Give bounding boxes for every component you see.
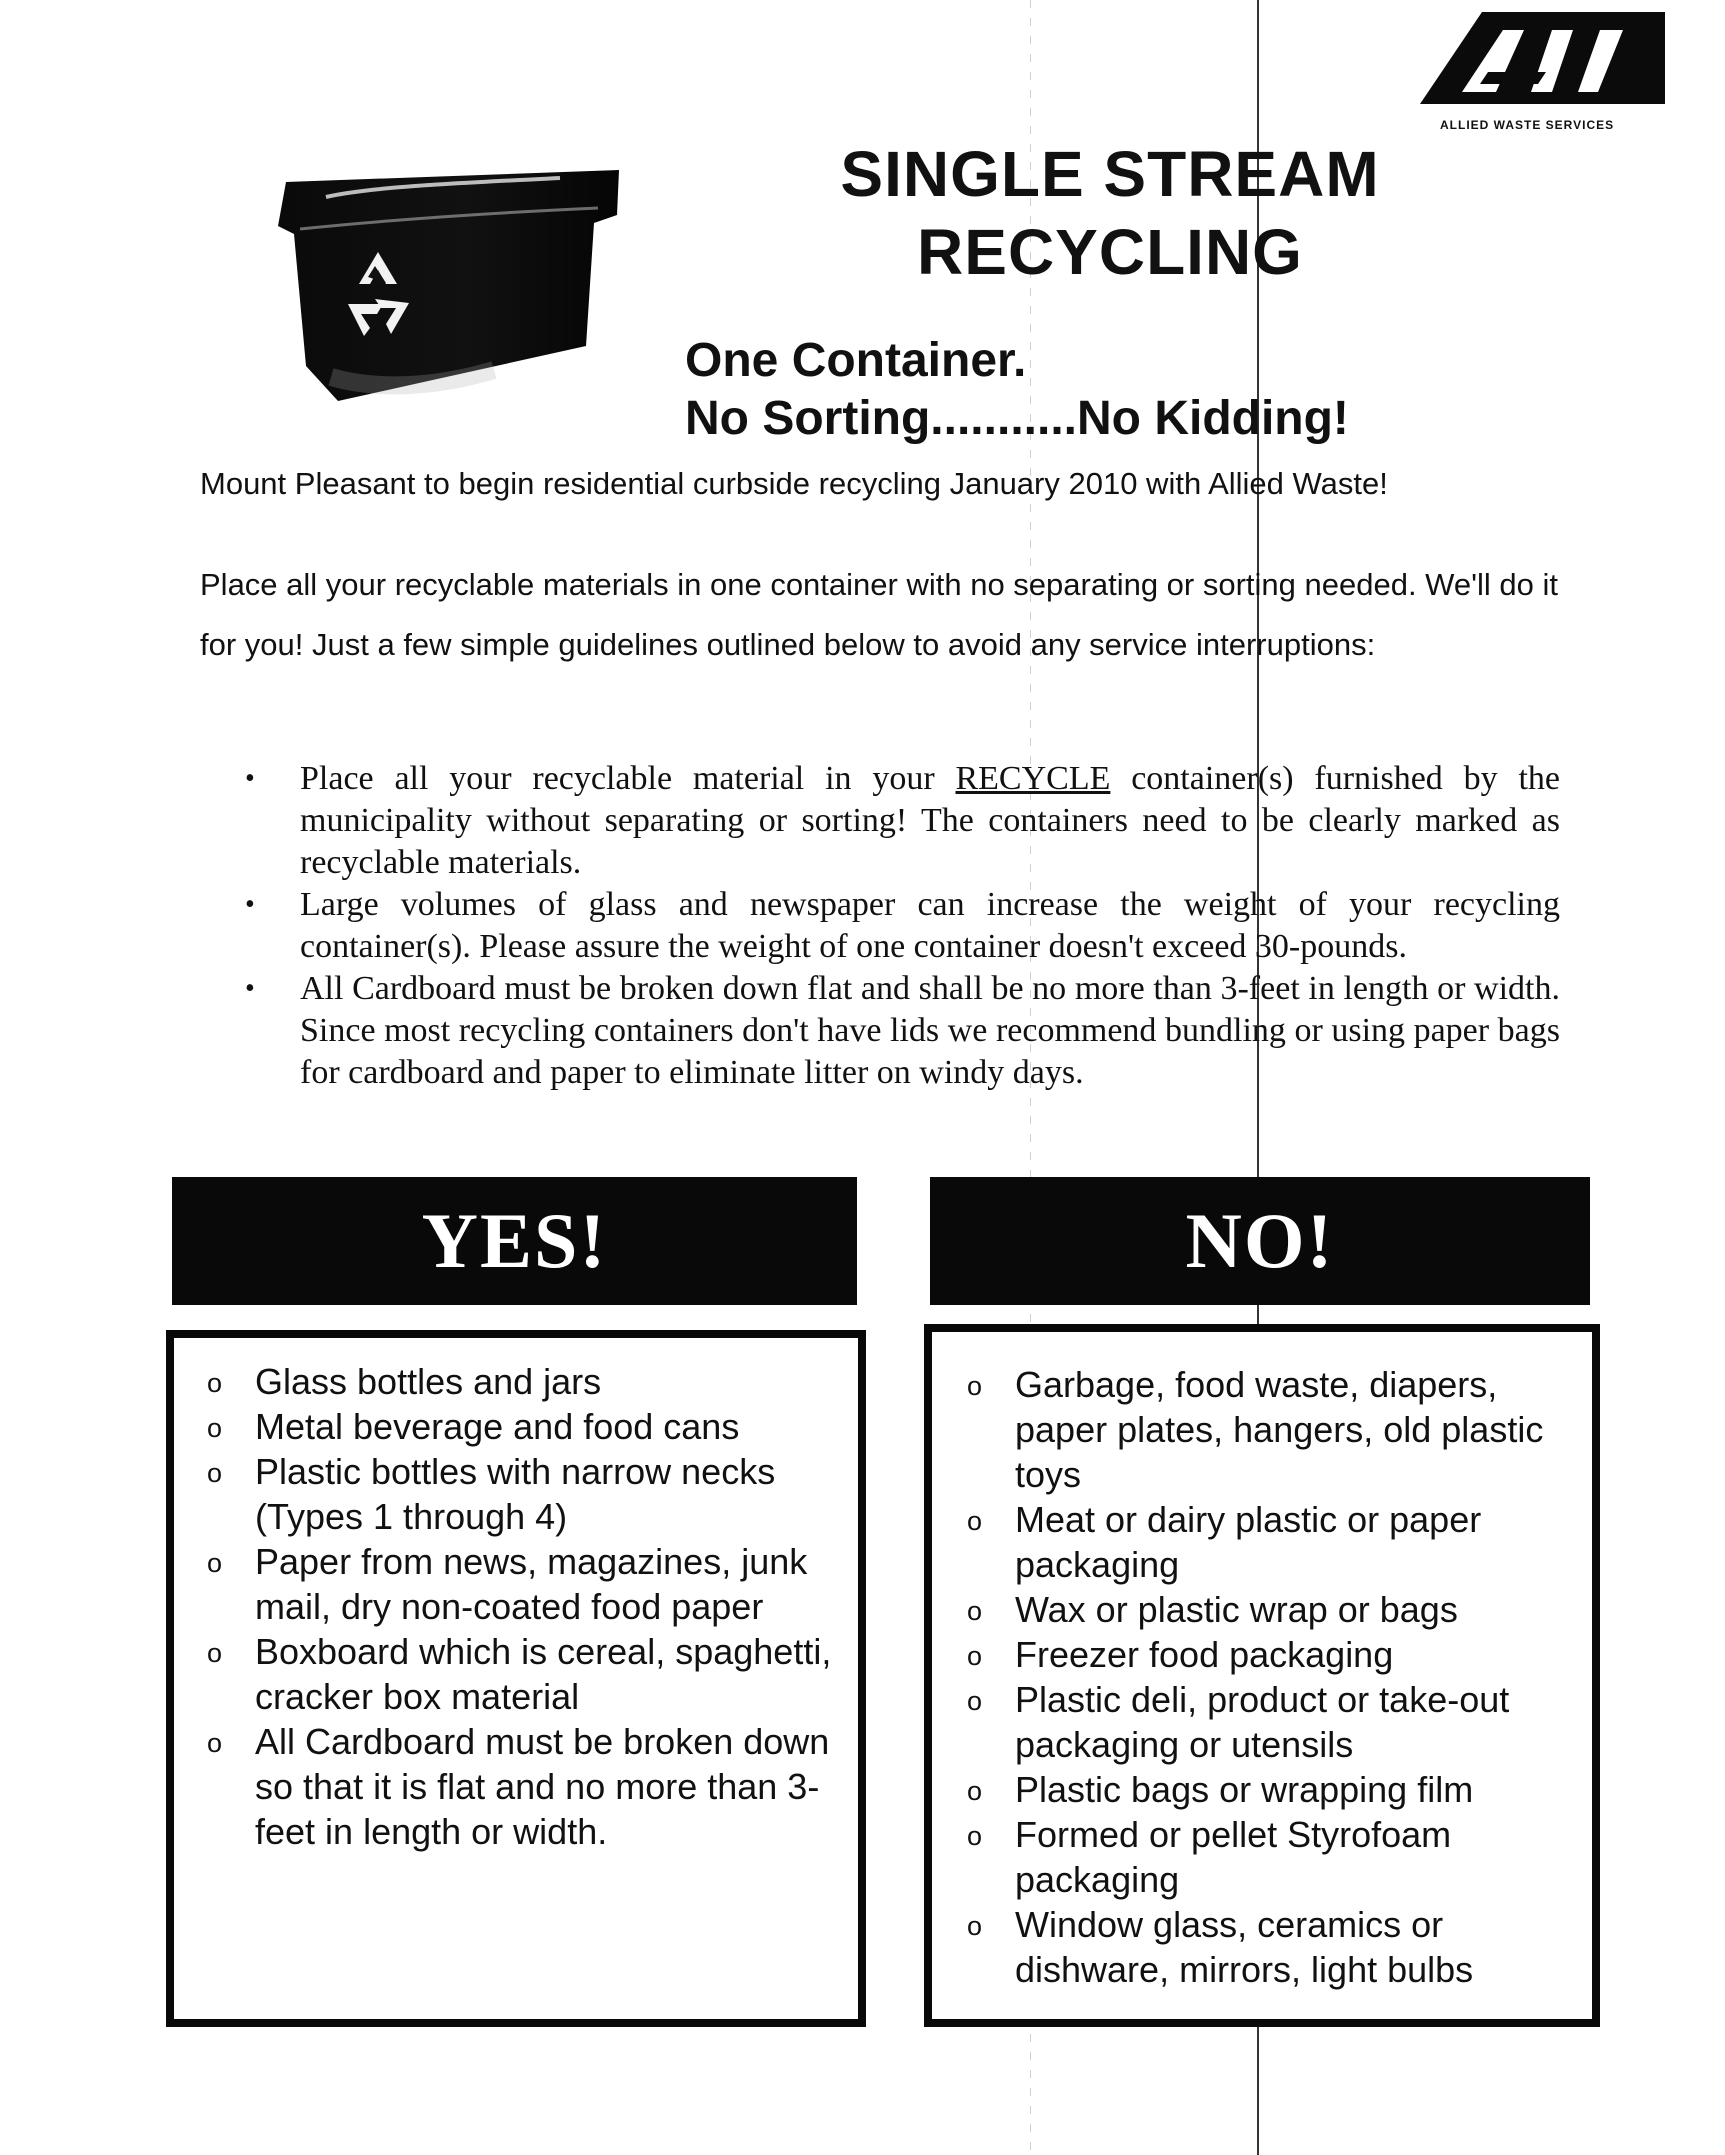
no-item: o Meat or dairy plastic or paper packaging [967,1497,1577,1587]
bullet-item: • All Cardboard must be broken down flat and shall be no more than 3-feet in length or width. Since most recycling containers don't have lids we recommend bundling or using paper bags for cardboard and paper to eliminate litter on windy days. [245,968,1560,1094]
tagline [685,332,1445,448]
no-item: o Plastic deli, product or take-out packaging or utensils [967,1677,1577,1767]
no-item: o Wax or plastic wrap or bags [967,1587,1577,1632]
yes-item: o Paper from news, magazines, junk mail, dry non-coated food paper [207,1539,832,1629]
no-item: o Plastic bags or wrapping film [967,1767,1577,1812]
tagline-line-one: One Container. [685,334,1027,387]
recycle-word: RECYCLE [955,760,1111,797]
no-heading: NO! [930,1177,1590,1305]
recycling-bin-icon [268,165,638,405]
no-item: o Formed or pellet Styrofoam packaging [967,1812,1577,1902]
bullet-item: • Large volumes of glass and newspaper can increase the weight of your recycling container(s). Please assure the weight of one container doesn't exceed 30-pounds. [245,884,1560,968]
tagline-line-two: No Sorting...........No Kidding! [685,392,1349,445]
bullet-item [245,758,1560,884]
no-list [967,1362,1577,1992]
allied-waste-logo-icon [1420,12,1665,112]
yes-list [207,1359,832,1854]
page-title [800,135,1420,291]
yes-item: o Plastic bottles with narrow necks (Types 1 through 4) [207,1449,832,1539]
yes-item: o Glass bottles and jars [207,1359,832,1404]
no-item: o Garbage, food waste, diapers, paper plates, hangers, old plastic toys [967,1362,1577,1497]
yes-item: o Boxboard which is cereal, spaghetti, cracker box material [207,1629,832,1719]
guidelines-text: Place all your recyclable materials in one container with no separating or sorting needed. We'll do it for you! Just a few simple guidelines outlined below to avoid any service interruptions: [200,567,1559,662]
yes-list-box [166,1330,866,2027]
yes-heading: YES! [172,1177,857,1305]
title-line-two: RECYCLING [917,216,1303,288]
logo-caption: ALLIED WASTE SERVICES [1440,118,1615,132]
title-line-one: SINGLE STREAM [840,138,1380,210]
allied-waste-logo [1420,12,1665,137]
bullet-text-end: container(s) furnished by the municipality without separating or sorting! The containers need to be clearly marked as recyclable materials. [300,760,1560,881]
no-list-box [924,1324,1600,2027]
yes-item: o All Cardboard must be broken down so that it is flat and no more than 3-feet in length or width. [207,1719,832,1854]
guideline-bullets [245,758,1560,1094]
announcement-text: Mount Pleasant to begin residential curbside recycling January 2010 with Allied Waste! [200,466,1388,501]
no-item: o Freezer food packaging [967,1632,1577,1677]
yes-item: o Metal beverage and food cans [207,1404,832,1449]
no-item: o Window glass, ceramics or dishware, mirrors, light bulbs [967,1902,1577,1992]
bullet-text-start: Place all your recyclable material in your [300,760,956,797]
